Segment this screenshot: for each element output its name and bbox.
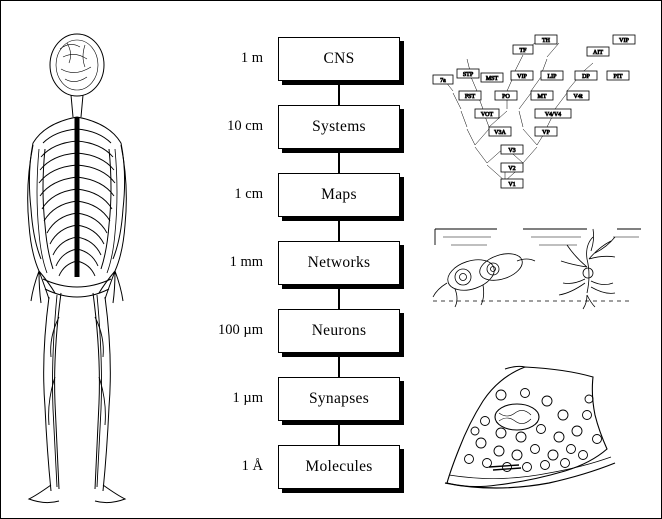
neural-network-drawing — [427, 223, 649, 313]
level-connector-4 — [338, 281, 340, 309]
level-box-maps[interactable] — [278, 173, 400, 217]
level-box-maps-label: Maps — [321, 186, 357, 203]
level-connector-3 — [338, 213, 340, 241]
level-box-networks-label: Networks — [307, 254, 371, 271]
cortical-hierarchy-diagram — [427, 23, 645, 191]
svg-text:V4t: V4t — [573, 94, 583, 100]
svg-text:V3A: V3A — [494, 130, 506, 136]
svg-text:VP: VP — [542, 130, 550, 136]
svg-text:MST: MST — [485, 76, 499, 82]
svg-text:STP: STP — [462, 72, 474, 78]
svg-text:VIP: VIP — [619, 38, 629, 44]
level-box-systems-label: Systems — [312, 118, 366, 135]
scale-label-molecules: 1 Å — [241, 458, 263, 474]
svg-text:TH: TH — [542, 38, 550, 44]
svg-text:MT: MT — [537, 94, 547, 100]
svg-text:PO: PO — [502, 94, 510, 100]
svg-text:V4/V4: V4/V4 — [544, 112, 562, 118]
synaptic-terminal-drawing — [429, 363, 635, 491]
level-box-networks[interactable] — [278, 241, 400, 285]
level-box-neurons[interactable] — [278, 309, 400, 353]
svg-text:V1: V1 — [508, 182, 516, 188]
level-connector-1 — [338, 77, 340, 105]
svg-text:V3: V3 — [508, 148, 516, 154]
level-box-systems[interactable] — [278, 105, 400, 149]
level-box-molecules-label: Molecules — [305, 458, 373, 475]
scale-label-networks: 1 mm — [229, 254, 263, 270]
svg-text:LIP: LIP — [547, 74, 557, 80]
scale-label-maps: 1 cm — [234, 186, 263, 202]
level-connector-2 — [338, 145, 340, 173]
svg-text:V2: V2 — [508, 166, 516, 172]
svg-text:PIT: PIT — [613, 74, 623, 80]
scale-label-synapses: 1 µm — [232, 390, 263, 406]
svg-text:FST: FST — [464, 94, 476, 100]
level-connector-5 — [338, 349, 340, 377]
level-connector-6 — [338, 417, 340, 445]
scale-label-neurons: 100 µm — [217, 322, 263, 338]
level-box-cns[interactable] — [278, 37, 400, 81]
svg-text:7a: 7a — [440, 78, 446, 84]
level-box-cns-label: CNS — [323, 50, 355, 67]
level-box-synapses-label: Synapses — [308, 390, 370, 407]
svg-text:AIT: AIT — [593, 50, 603, 56]
scale-label-systems: 10 cm — [227, 118, 263, 134]
svg-text:TF: TF — [519, 48, 527, 54]
level-box-synapses[interactable] — [278, 377, 400, 421]
svg-text:DP: DP — [582, 74, 590, 80]
svg-text:VOT: VOT — [480, 112, 494, 118]
scale-label-cns: 1 m — [240, 50, 263, 66]
level-box-molecules[interactable] — [278, 445, 400, 489]
level-box-neurons-label: Neurons — [311, 322, 367, 339]
svg-text:VIP: VIP — [517, 74, 527, 80]
